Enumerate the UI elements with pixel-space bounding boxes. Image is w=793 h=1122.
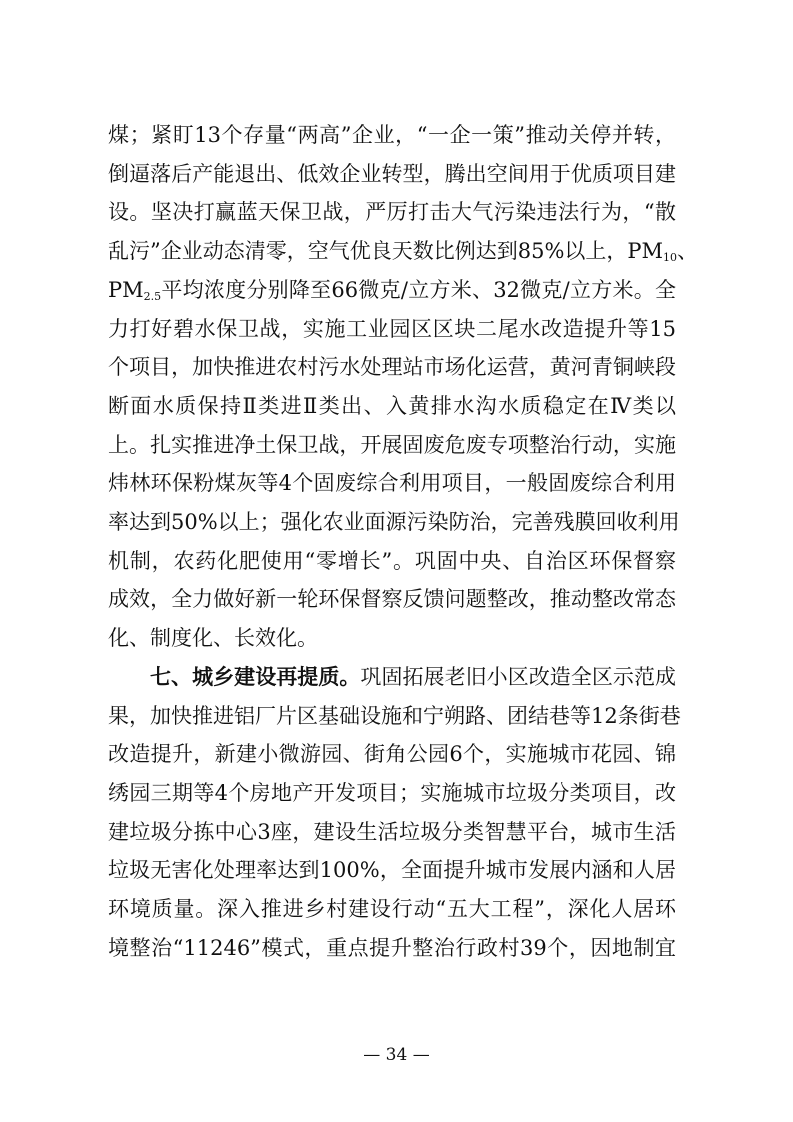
text-line	[108, 892, 676, 926]
text-segment: 巩固拓展老旧小区改造全区示范成	[360, 664, 677, 689]
text-line	[108, 699, 681, 733]
section-heading: 七、城乡建设再提质。	[150, 663, 361, 689]
text-segment: PM	[108, 277, 144, 302]
text-line	[108, 157, 676, 191]
text-segment: 平均浓度分别降至66微克/立方米、32微克/立方米。全	[161, 277, 676, 302]
text-segment: 煤；紧盯13个存量“两高”企业，“一企一策”推动关停并转，	[108, 123, 676, 147]
text-segment: 环境质量。深入推进乡村建设行动“五大工程”，深化人居环	[108, 897, 676, 921]
text-segment: 境整治“11246”模式，重点提升整治行政村39个，因地制宜	[108, 935, 676, 960]
subscript: 10	[663, 251, 678, 265]
text-segment: 建垃圾分拣中心3座，建设生活垃圾分类智慧平台，城市生活	[108, 819, 676, 844]
text-line	[108, 931, 676, 965]
text-line	[108, 195, 676, 229]
text-line	[108, 273, 676, 307]
text-line	[108, 312, 676, 346]
text-line	[108, 118, 676, 152]
body-text	[108, 118, 699, 978]
text-segment: 机制，农药化肥使用“零增长”。巩固中央、自治区环保督察	[108, 548, 676, 573]
text-segment: 乱污”企业动态清零，空气优良天数比例达到85%以上，PM	[108, 239, 664, 264]
page-number: — 34 —	[363, 1045, 430, 1065]
text-segment: 、	[677, 239, 699, 264]
text-segment: 力打好碧水保卫战，实施工业园区区块二尾水改造提升等15	[108, 316, 676, 341]
text-line	[108, 234, 699, 268]
text-line	[108, 582, 676, 616]
text-segment: 断面水质保持Ⅱ类进Ⅱ类出、入黄排水沟水质稳定在Ⅳ类以	[108, 393, 676, 418]
text-line	[108, 815, 676, 849]
text-segment: 化、制度化、长效化。	[108, 626, 318, 651]
text-line	[108, 389, 676, 423]
text-segment: 垃圾无害化处理率达到100%，全面提升城市发展内涵和人居	[108, 858, 676, 883]
text-line	[108, 853, 676, 887]
text-segment: 炜林环保粉煤灰等4个固废综合利用项目，一般固废综合利用	[108, 471, 676, 496]
text-segment: 绣园三期等4个房地产开发项目；实施城市垃圾分类项目，改	[108, 780, 676, 805]
text-segment: 成效，全力做好新一轮环保督察反馈问题整改，推动整改常态	[108, 587, 676, 612]
text-segment: 倒逼落后产能退出、低效企业转型，腾出空间用于优质项目建	[108, 161, 676, 186]
text-line	[108, 737, 676, 771]
text-line	[108, 466, 676, 500]
text-line	[108, 428, 676, 462]
section-heading-line	[108, 660, 676, 694]
text-segment: 改造提升，新建小微游园、街角公园6个，实施城市花园、锦	[108, 742, 676, 767]
text-line	[108, 350, 676, 384]
subscript: 2.5	[143, 289, 162, 303]
text-segment: 设。坚决打赢蓝天保卫战，严厉打击大气污染违法行为，“散	[108, 200, 676, 225]
text-segment: 上。扎实推进净土保卫战，开展固废危废专项整治行动，实施	[108, 432, 676, 457]
text-segment: 果，加快推进铝厂片区基础设施和宁朔路、团结巷等12条街巷	[108, 703, 681, 728]
text-segment: 个项目，加快推进农村污水处理站市场化运营，黄河青铜峡段	[108, 355, 676, 380]
text-line	[108, 544, 676, 578]
text-line	[108, 621, 676, 655]
text-line	[108, 776, 676, 810]
text-segment: 率达到50%以上；强化农业面源污染防治，完善残膜回收利用	[108, 510, 680, 534]
text-line	[108, 505, 680, 539]
